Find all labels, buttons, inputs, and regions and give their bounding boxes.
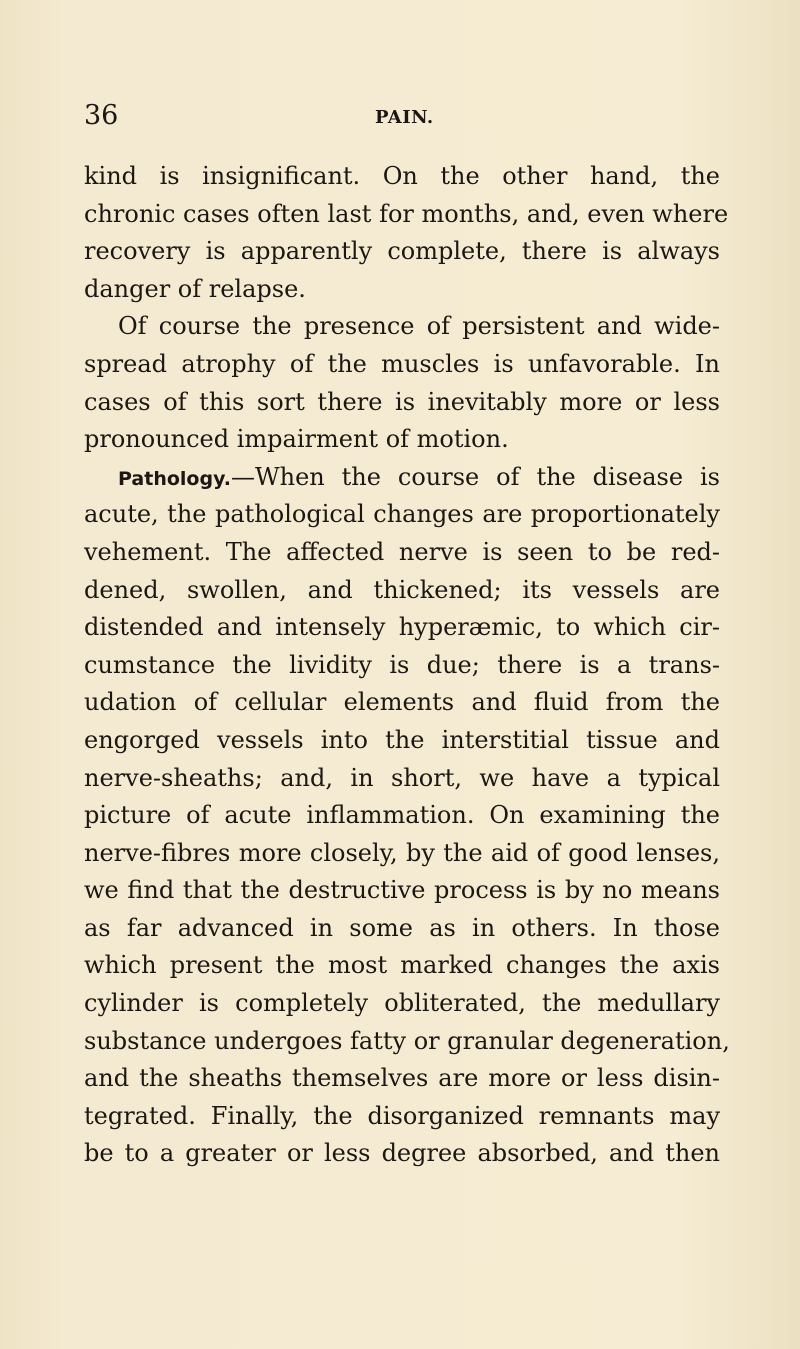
text-line: which present the most marked changes the axis [84, 951, 720, 980]
text-line: nerve-sheaths; and, in short, we have a typical [84, 763, 720, 792]
text-line: vehement. The affected nerve is seen to be red- [84, 537, 720, 566]
text-line: as far advanced in some as in others. In those [84, 913, 720, 942]
text-line: nerve-fibres more closely, by the aid of good lenses, [84, 838, 720, 867]
section-line-text: —When the course of the disease is [230, 462, 720, 491]
page-number: 36 [84, 100, 119, 131]
text-line: picture of acute inflammation. On examining the [84, 801, 720, 830]
text-line: be to a greater or less degree absorbed, and then [84, 1139, 720, 1168]
text-line: tegrated. Finally, the disorganized remnants may [84, 1101, 720, 1130]
text-line: we find that the destructive process is by no means [84, 876, 720, 905]
body-text [84, 158, 730, 1173]
text-line: chronic cases often last for months, and, even where [84, 199, 729, 228]
text-line: and the sheaths themselves are more or less disin- [84, 1064, 720, 1093]
text-line: cylinder is completely obliterated, the medullary [84, 989, 720, 1018]
text-line: dened, swollen, and thickened; its vessels are [84, 575, 720, 604]
section-heading: Pathology. [118, 467, 231, 490]
text-line: engorged vessels into the interstitial tissue and [84, 725, 720, 754]
text-line: cumstance the lividity is due; there is a trans- [84, 650, 720, 679]
text-line: kind is insignificant. On the other hand, the [84, 162, 720, 190]
text-line: danger of relapse. [84, 274, 306, 303]
running-head [84, 98, 724, 134]
section-line [84, 459, 720, 497]
text-line: substance undergoes fatty or granular degeneration, [84, 1026, 730, 1055]
text-line: acute, the pathological changes are proportionately [84, 500, 720, 529]
running-title: PAIN. [375, 107, 434, 128]
text-line: udation of cellular elements and fluid from the [84, 688, 720, 717]
text-line: distended and intensely hyperæmic, to which cir- [84, 613, 720, 642]
text-line: cases of this sort there is inevitably more or less [84, 387, 720, 416]
text-line: pronounced impairment of motion. [84, 425, 509, 454]
text-line: spread atrophy of the muscles is unfavorable. In [84, 349, 720, 378]
text-line: recovery is apparently complete, there is always [84, 237, 720, 266]
text-line: Of course the presence of persistent and wide- [118, 312, 720, 341]
